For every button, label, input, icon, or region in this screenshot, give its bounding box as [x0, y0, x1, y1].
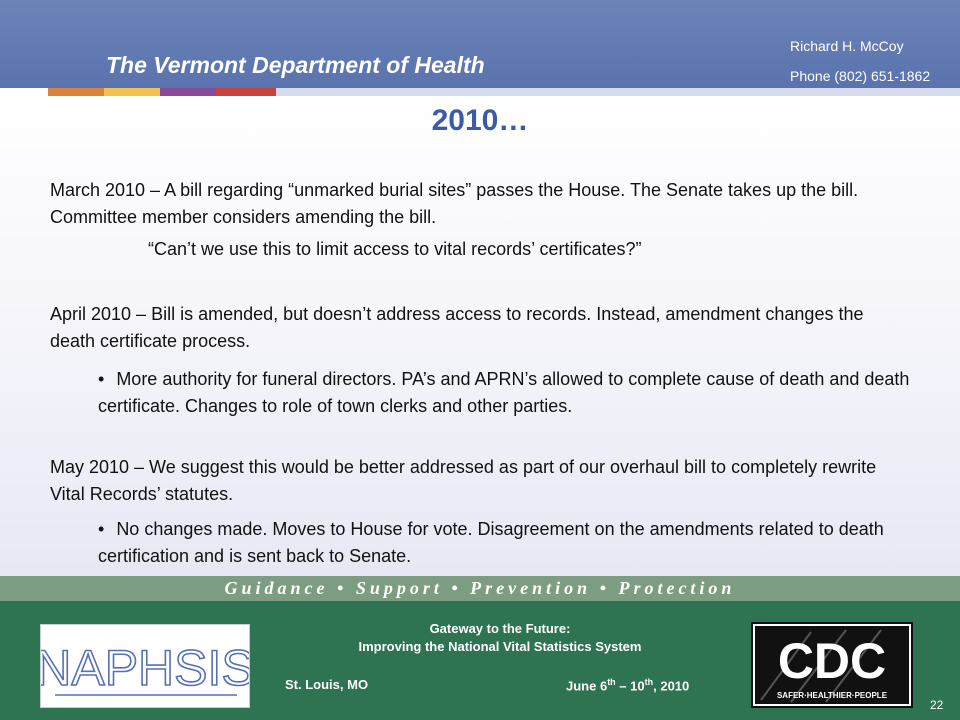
april-bullet-text: More authority for funeral directors. PA’s and APRN’s allowed to complete cause of death and death certificate. Changes to role of town clerks and other parties. [98, 369, 910, 416]
footer-line-2: Improving the National Vital Statistics System [358, 639, 642, 654]
stripe-purple [160, 88, 216, 96]
footer-line-1: Gateway to the Future: [429, 621, 571, 636]
stripe-orange [48, 88, 104, 96]
cdc-tagline: SAFER·HEALTHIER·PEOPLE [776, 691, 888, 700]
cdc-logo [751, 622, 913, 708]
naphsis-logo [40, 624, 250, 708]
stripe-red [216, 88, 276, 96]
april-paragraph: April 2010 – Bill is amended, but doesn’t address access to records. Instead, amendment changes the death certificate process. [50, 304, 864, 351]
stripe-spacer [0, 88, 48, 96]
stripe-rest [276, 88, 960, 96]
tagline-bar [0, 576, 960, 601]
footer-dates: June 6th – 10th, 2010 [566, 677, 690, 694]
stripe-yellow [104, 88, 160, 96]
quote-line: “Can’t we use this to limit access to vital records’ certificates?” [148, 239, 642, 259]
department-title: The Vermont Department of Health [106, 52, 485, 78]
april-bullet [98, 366, 918, 420]
bullet-icon: • [98, 369, 105, 389]
may-bullet [98, 516, 918, 570]
contact-phone: Phone (802) 651-1862 [790, 68, 931, 84]
bullet-icon: • [98, 519, 105, 539]
cdc-logo-text: CDC [777, 633, 887, 689]
cdc-logo-graphic [751, 622, 913, 708]
may-paragraph: May 2010 – We suggest this would be better addressed as part of our overhaul bill to completely rewrite Vital Records’ statutes. [50, 457, 877, 504]
may-bullet-text: No changes made. Moves to House for vote. Disagreement on the amendments related to death certification and is sent back to Senate. [98, 519, 884, 566]
march-paragraph: March 2010 – A bill regarding “unmarked burial sites” passes the House. The Senate takes up the bill. Committee member considers amending the bill. [50, 180, 859, 227]
slide-title: 2010… [431, 104, 529, 137]
tagline-text: Guidance • Support • Prevention • Protection [224, 578, 736, 598]
naphsis-logo-graphic [41, 625, 249, 707]
footer-city: St. Louis, MO [285, 677, 369, 692]
color-stripe-row [0, 88, 960, 96]
slide-number: 22 [930, 698, 944, 712]
contact-name: Richard H. McCoy [790, 38, 904, 54]
naphsis-logo-text: NAPHSIS [41, 640, 249, 696]
